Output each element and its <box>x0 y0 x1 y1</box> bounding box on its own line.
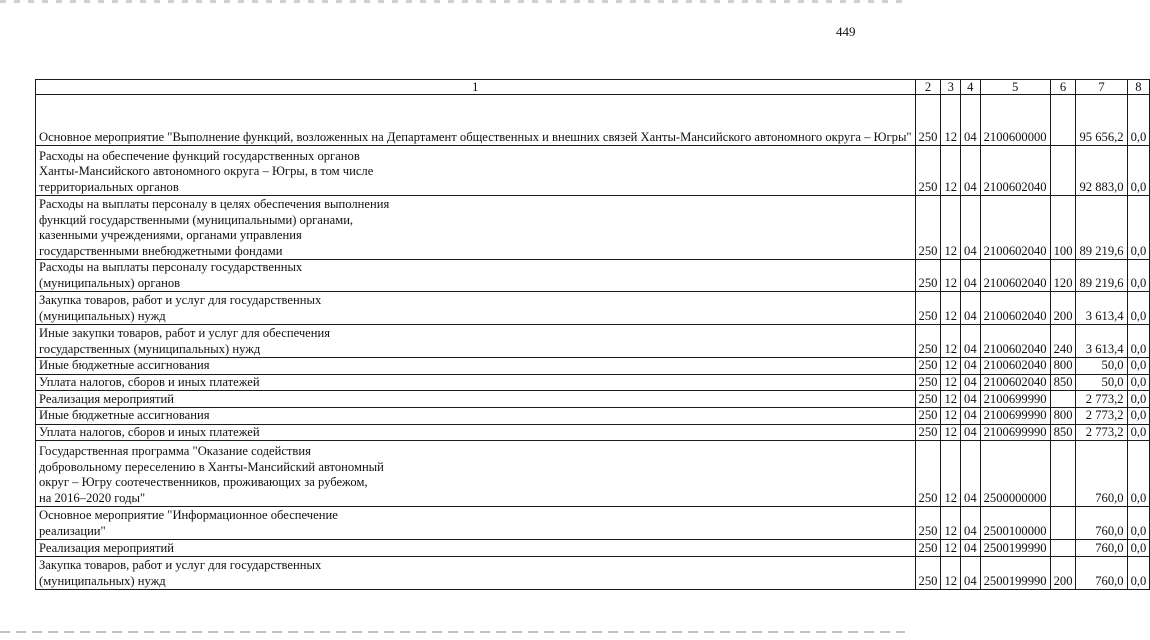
description-line: реализации" <box>39 523 106 538</box>
row-c3-cell: 12 <box>941 358 961 375</box>
row-c6-cell: 200 <box>1050 557 1076 590</box>
row-c2-cell: 250 <box>915 557 941 590</box>
row-c7-cell: 2 773,2 <box>1076 424 1127 441</box>
row-c5-cell: 2100699990 <box>980 408 1050 425</box>
row-c4-cell: 04 <box>961 507 981 540</box>
description-line: округ – Югру соотечественников, проживающих за рубежом, <box>39 475 368 489</box>
row-c7-cell: 760,0 <box>1076 507 1127 540</box>
description-line: функций государственными (муниципальными) органами, <box>39 212 354 227</box>
row-c5-cell: 2500100000 <box>980 507 1050 540</box>
row-c4-cell: 04 <box>961 292 981 325</box>
row-description <box>36 507 916 540</box>
row-c8-cell: 0,0 <box>1127 391 1150 408</box>
table-row <box>36 391 1150 408</box>
row-c4-cell: 04 <box>961 424 981 441</box>
row-description: Основное мероприятие "Выполнение функций, возложенных на Департамент общественных и внешних связей Ханты-Мансийского автономного округа – Югры" <box>36 95 916 146</box>
description-line: Расходы на выплаты персоналу государственных <box>39 260 303 274</box>
row-c2-cell: 250 <box>915 95 941 146</box>
row-c7-cell: 92 883,0 <box>1076 146 1127 196</box>
col-header-4: 4 <box>961 80 981 95</box>
row-c2-cell: 250 <box>915 374 941 391</box>
budget-table <box>35 79 1150 590</box>
row-c2-cell: 250 <box>915 260 941 292</box>
row-description <box>36 292 916 325</box>
row-c6-cell: 120 <box>1050 260 1076 292</box>
row-c5-cell: 2100699990 <box>980 424 1050 441</box>
row-c4-cell: 04 <box>961 196 981 260</box>
row-c6-cell <box>1050 95 1076 146</box>
row-c4-cell: 04 <box>961 358 981 375</box>
row-description: Уплата налогов, сборов и иных платежей <box>36 424 916 441</box>
row-c6-cell: 850 <box>1050 424 1076 441</box>
row-c7-cell: 89 219,6 <box>1076 260 1127 292</box>
row-c6-cell: 200 <box>1050 292 1076 325</box>
row-description <box>36 146 916 196</box>
description-line: Расходы на обеспечение функций государственных органов <box>39 148 360 163</box>
table-row <box>36 441 1150 507</box>
row-c6-cell <box>1050 146 1076 196</box>
row-c2-cell: 250 <box>915 358 941 375</box>
col-header-8: 8 <box>1127 80 1150 95</box>
table-row <box>36 260 1150 292</box>
row-c3-cell: 12 <box>941 408 961 425</box>
row-c4-cell: 04 <box>961 374 981 391</box>
row-c3-cell: 12 <box>941 424 961 441</box>
row-c3-cell: 12 <box>941 374 961 391</box>
row-c2-cell: 250 <box>915 441 941 507</box>
description-line: государственных (муниципальных) нужд <box>39 341 261 356</box>
row-c5-cell: 2100602040 <box>980 358 1050 375</box>
row-c5-cell: 2100602040 <box>980 325 1050 358</box>
description-line: государственными внебюджетными фондами <box>39 243 283 258</box>
row-c4-cell: 04 <box>961 325 981 358</box>
row-c8-cell: 0,0 <box>1127 540 1150 557</box>
row-c2-cell: 250 <box>915 408 941 425</box>
row-c7-cell: 760,0 <box>1076 557 1127 590</box>
col-header-2: 2 <box>915 80 941 95</box>
table-row <box>36 292 1150 325</box>
row-c7-cell: 760,0 <box>1076 441 1127 507</box>
col-header-6: 6 <box>1050 80 1076 95</box>
row-c7-cell: 50,0 <box>1076 358 1127 375</box>
row-c5-cell: 2100602040 <box>980 260 1050 292</box>
row-c2-cell: 250 <box>915 540 941 557</box>
row-c4-cell: 04 <box>961 260 981 292</box>
row-c4-cell: 04 <box>961 146 981 196</box>
row-c3-cell: 12 <box>941 507 961 540</box>
table-row <box>36 325 1150 358</box>
row-description <box>36 196 916 260</box>
row-c4-cell: 04 <box>961 391 981 408</box>
row-c4-cell: 04 <box>961 441 981 507</box>
row-description <box>36 260 916 292</box>
table-row <box>36 507 1150 540</box>
row-description: Реализация мероприятий <box>36 540 916 557</box>
row-c5-cell: 2500199990 <box>980 540 1050 557</box>
description-line: Государственная программа "Оказание содействия <box>39 444 311 458</box>
row-c3-cell: 12 <box>941 557 961 590</box>
row-c6-cell: 240 <box>1050 325 1076 358</box>
row-c6-cell <box>1050 507 1076 540</box>
row-c6-cell: 800 <box>1050 408 1076 425</box>
description-line: Закупка товаров, работ и услуг для государственных <box>39 558 322 572</box>
table-row <box>36 146 1150 196</box>
row-c3-cell: 12 <box>941 196 961 260</box>
row-c3-cell: 12 <box>941 391 961 408</box>
row-c2-cell: 250 <box>915 196 941 260</box>
row-c3-cell: 12 <box>941 540 961 557</box>
description-line: Расходы на выплаты персоналу в целях обеспечения выполнения <box>39 197 390 211</box>
col-header-5: 5 <box>980 80 1050 95</box>
row-c8-cell: 0,0 <box>1127 507 1150 540</box>
row-c8-cell: 0,0 <box>1127 557 1150 590</box>
row-c4-cell: 04 <box>961 95 981 146</box>
table-row <box>36 95 1150 146</box>
row-c8-cell: 0,0 <box>1127 325 1150 358</box>
row-c5-cell: 2500199990 <box>980 557 1050 590</box>
col-header-7: 7 <box>1076 80 1127 95</box>
table-row <box>36 424 1150 441</box>
description-line: Основное мероприятие "Информационное обеспечение <box>39 508 338 522</box>
row-c7-cell: 50,0 <box>1076 374 1127 391</box>
row-description <box>36 441 916 507</box>
row-c5-cell: 2100602040 <box>980 146 1050 196</box>
description-line: (муниципальных) нужд <box>39 308 166 323</box>
row-description: Иные бюджетные ассигнования <box>36 408 916 425</box>
table-body <box>36 95 1150 590</box>
table-row <box>36 557 1150 590</box>
row-c8-cell: 0,0 <box>1127 260 1150 292</box>
col-header-1: 1 <box>36 80 916 95</box>
row-c2-cell: 250 <box>915 292 941 325</box>
row-c7-cell: 89 219,6 <box>1076 196 1127 260</box>
row-c2-cell: 250 <box>915 146 941 196</box>
description-line: казенными учреждениями, органами управления <box>39 228 302 242</box>
row-c8-cell: 0,0 <box>1127 95 1150 146</box>
description-line: территориальных органов <box>39 179 179 194</box>
row-c3-cell: 12 <box>941 292 961 325</box>
table-row <box>36 358 1150 375</box>
description-line: Иные закупки товаров, работ и услуг для обеспечения <box>39 326 331 340</box>
row-description: Уплата налогов, сборов и иных платежей <box>36 374 916 391</box>
row-c3-cell: 12 <box>941 95 961 146</box>
row-c2-cell: 250 <box>915 325 941 358</box>
row-c6-cell: 850 <box>1050 374 1076 391</box>
row-c3-cell: 12 <box>941 441 961 507</box>
page-number: 449 <box>836 24 856 39</box>
scan-top-edge <box>0 0 905 3</box>
row-c2-cell: 250 <box>915 391 941 408</box>
row-c2-cell: 250 <box>915 507 941 540</box>
table-row <box>36 540 1150 557</box>
description-line: (муниципальных) нужд <box>39 573 166 588</box>
row-c6-cell: 800 <box>1050 358 1076 375</box>
row-description: Реализация мероприятий <box>36 391 916 408</box>
row-c8-cell: 0,0 <box>1127 374 1150 391</box>
row-description <box>36 557 916 590</box>
row-description: Иные бюджетные ассигнования <box>36 358 916 375</box>
row-c7-cell: 760,0 <box>1076 540 1127 557</box>
row-c6-cell: 100 <box>1050 196 1076 260</box>
row-c8-cell: 0,0 <box>1127 196 1150 260</box>
table-row <box>36 374 1150 391</box>
row-c8-cell: 0,0 <box>1127 408 1150 425</box>
col-header-3: 3 <box>941 80 961 95</box>
row-c4-cell: 04 <box>961 540 981 557</box>
row-c7-cell: 3 613,4 <box>1076 325 1127 358</box>
row-c6-cell <box>1050 540 1076 557</box>
row-c5-cell: 2500000000 <box>980 441 1050 507</box>
row-c8-cell: 0,0 <box>1127 441 1150 507</box>
row-c5-cell: 2100602040 <box>980 292 1050 325</box>
row-c8-cell: 0,0 <box>1127 424 1150 441</box>
row-c8-cell: 0,0 <box>1127 146 1150 196</box>
table-row <box>36 408 1150 425</box>
table-row <box>36 196 1150 260</box>
row-c5-cell: 2100699990 <box>980 391 1050 408</box>
row-c3-cell: 12 <box>941 260 961 292</box>
row-c5-cell: 2100602040 <box>980 196 1050 260</box>
header-row <box>36 80 1150 95</box>
row-c7-cell: 2 773,2 <box>1076 408 1127 425</box>
description-line: на 2016–2020 годы" <box>39 490 146 505</box>
row-c3-cell: 12 <box>941 325 961 358</box>
row-c7-cell: 95 656,2 <box>1076 95 1127 146</box>
row-c4-cell: 04 <box>961 408 981 425</box>
row-c7-cell: 3 613,4 <box>1076 292 1127 325</box>
row-c5-cell: 2100600000 <box>980 95 1050 146</box>
row-c4-cell: 04 <box>961 557 981 590</box>
row-c5-cell: 2100602040 <box>980 374 1050 391</box>
row-c3-cell: 12 <box>941 146 961 196</box>
row-c2-cell: 250 <box>915 424 941 441</box>
description-line: добровольному переселению в Ханты-Мансийский автономный <box>39 459 384 474</box>
description-line: Закупка товаров, работ и услуг для государственных <box>39 293 322 307</box>
row-c7-cell: 2 773,2 <box>1076 391 1127 408</box>
row-c8-cell: 0,0 <box>1127 358 1150 375</box>
row-c6-cell <box>1050 441 1076 507</box>
row-c6-cell <box>1050 391 1076 408</box>
row-c8-cell: 0,0 <box>1127 292 1150 325</box>
row-description <box>36 325 916 358</box>
description-line: (муниципальных) органов <box>39 275 181 290</box>
description-line: Ханты-Мансийского автономного округа – Югры, в том числе <box>39 164 374 178</box>
scan-bottom-edge <box>0 631 905 633</box>
